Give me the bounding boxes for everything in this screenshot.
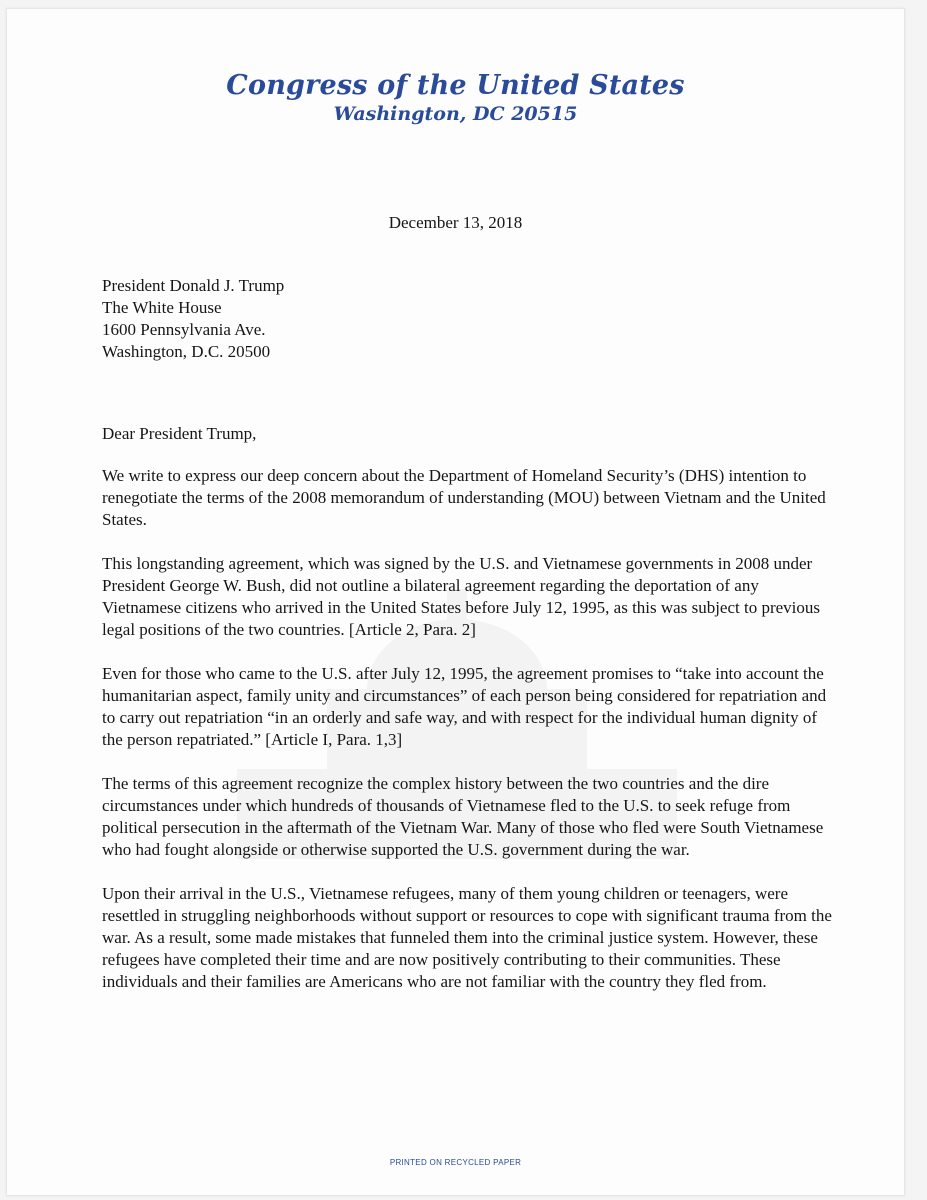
body-paragraph: Upon their arrival in the U.S., Vietnamese refugees, many of them young children or teenagers, were resettled in struggling neighborhoods without support or resources to cope with significant trauma from the war. As a result, some made mistakes that funneled them into the criminal justice system. However, these refugees have completed their time and are now positively contributing to their communities. These individuals and their families are Americans who are not familiar with the country they fled from.: [102, 884, 832, 991]
recycled-paper-footer: PRINTED ON RECYCLED PAPER: [389, 1158, 522, 1167]
salutation: Dear President Trump,: [102, 424, 257, 443]
letterhead-title: Congress of the United States: [226, 70, 685, 101]
letter-date: December 13, 2018: [388, 213, 523, 232]
recipient-line: 1600 Pennsylvania Ave.: [102, 320, 266, 339]
letter-page: [6, 8, 905, 1196]
letterhead-subtitle: Washington, DC 20515: [333, 103, 578, 125]
letterhead: [7, 71, 904, 127]
body-paragraph: We write to express our deep concern about the Department of Homeland Security’s (DHS) intention to renegotiate the terms of the 2008 memorandum of understanding (MOU) between Vietnam and the United States.: [102, 466, 826, 529]
body-paragraph: Even for those who came to the U.S. after July 12, 1995, the agreement promises to “take into account the humanitarian aspect, family unity and circumstances” of each person being considered for repatriation and to carry out repatriation “in an orderly and safe way, and with respect for the individual human dignity of the person repatriated.” [Article I, Para. 1,3]: [102, 664, 827, 749]
recipient-line: President Donald J. Trump: [102, 276, 285, 295]
recipient-address: [102, 275, 284, 363]
recipient-line: The White House: [102, 298, 222, 317]
body-paragraph: The terms of this agreement recognize the complex history between the two countries and the dire circumstances under which hundreds of thousands of Vietnamese fled to the U.S. to seek refuge from political persecution in the aftermath of the Vietnam War. Many of those who fled were South Vietnamese who had fought alongside or otherwise supported the U.S. government during the war.: [102, 774, 824, 859]
letter-body: [102, 423, 837, 1015]
recipient-line: Washington, D.C. 20500: [102, 342, 271, 361]
body-paragraph: This longstanding agreement, which was signed by the U.S. and Vietnamese governments in 2008 under President George W. Bush, did not outline a bilateral agreement regarding the deportation of any Vietnamese citizens who arrived in the United States before July 12, 1995, as this was subject to previous legal positions of the two countries. [Article 2, Para. 2]: [102, 554, 821, 639]
